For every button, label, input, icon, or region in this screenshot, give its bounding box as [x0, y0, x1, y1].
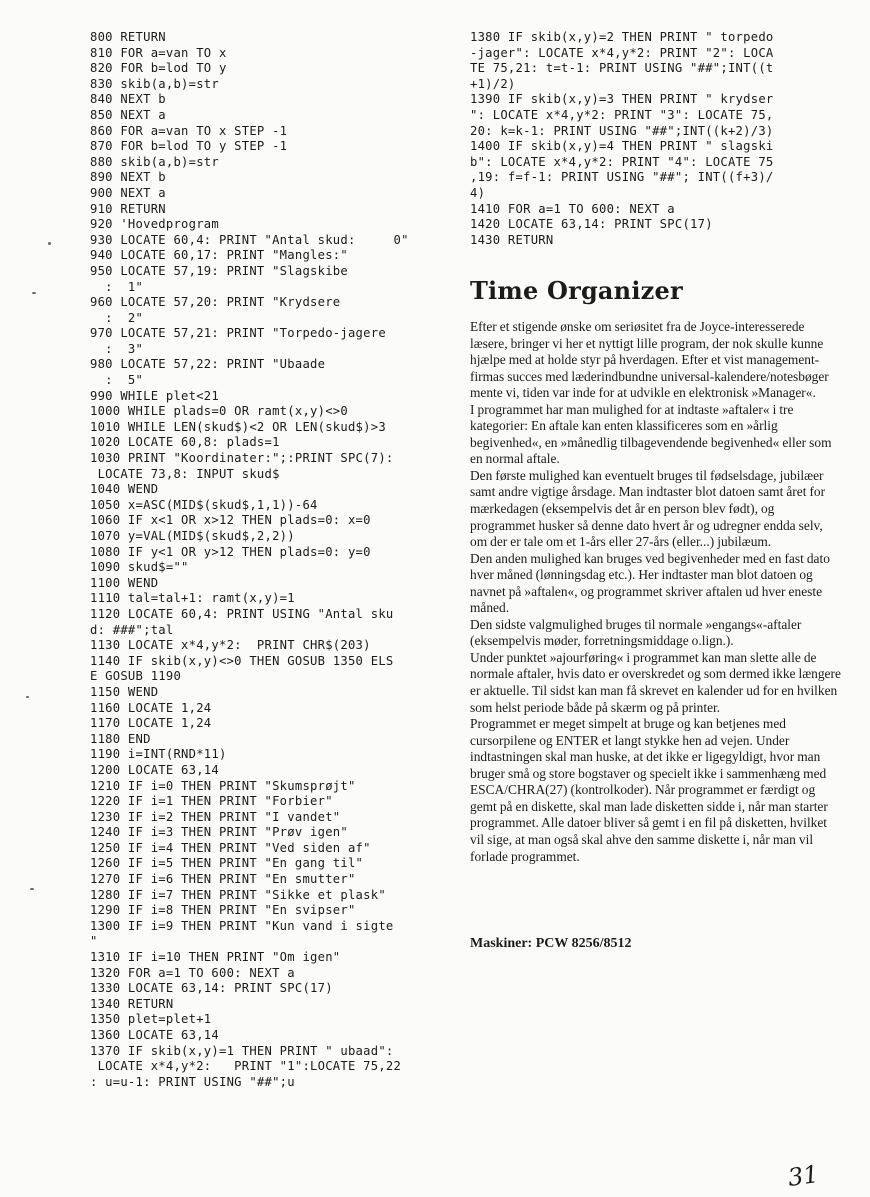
code-line: 1120 LOCATE 60,4: PRINT USING "Antal sku — [90, 606, 394, 621]
code-line: 1060 IF x<1 OR x>12 THEN plads=0: x=0 — [90, 513, 371, 528]
code-line: 970 LOCATE 57,21: PRINT "Torpedo-jagere — [90, 326, 386, 341]
code-line: 800 RETURN — [90, 30, 166, 44]
code-line: 1030 PRINT "Koordinater:";:PRINT SPC(7): — [90, 451, 394, 466]
code-line: 890 NEXT b — [90, 170, 166, 185]
code-line: 1330 LOCATE 63,14: PRINT SPC(17) — [90, 981, 333, 996]
code-line: 1130 LOCATE x*4,y*2: PRINT CHR$(203) — [90, 638, 371, 653]
page-number: 31 — [786, 1160, 821, 1192]
code-line: 960 LOCATE 57,20: PRINT "Krydsere — [90, 295, 341, 310]
code-line: 1390 IF skib(x,y)=3 THEN PRINT " krydser — [470, 92, 774, 107]
article-paragraph: I programmet har man mulighed for at indtaste »aftaler« i tre kategorier: En aftale kan enten klassificeres som en »årlig begivenhed«, en »månedlig tilbagevendende begivenhed« eller som en normal aftale. — [470, 401, 832, 467]
code-line: 1370 IF skib(x,y)=1 THEN PRINT " ubaad": — [90, 1043, 394, 1058]
code-line: 1380 IF skib(x,y)=2 THEN PRINT " torpedo — [470, 30, 774, 44]
article-paragraph: Den anden mulighed kan bruges ved begivenheder med en fast dato hver måned (lønningsdag etc.). Her indtaster man blot datoen og navnet på »aftalen«, og programmet skriver aftalen ud hver eneste måned. — [470, 550, 830, 616]
code-line: 870 FOR b=lod TO y STEP -1 — [90, 139, 288, 154]
article-paragraph: Den sidste valgmulighed bruges til normale »engangs«-aftaler (eksempelvis møder, forretningsmiddage o.lign.). — [470, 616, 802, 649]
code-line: 1220 IF i=1 THEN PRINT "Forbier" — [90, 794, 333, 809]
code-line: E GOSUB 1190 — [90, 669, 182, 684]
code-line: 1340 RETURN — [90, 996, 174, 1011]
code-line: 840 NEXT b — [90, 92, 166, 107]
code-line: 1040 WEND — [90, 482, 159, 497]
code-line: 1270 IF i=6 THEN PRINT "En smutter" — [90, 872, 356, 887]
code-line: 1080 IF y<1 OR y>12 THEN plads=0: y=0 — [90, 544, 371, 559]
code-line: 1070 y=VAL(MID$(skud$,2,2)) — [90, 529, 295, 543]
code-line: 990 WHILE plet<21 — [90, 388, 219, 403]
code-line: 810 FOR a=van TO x — [90, 45, 227, 60]
code-line: 1010 WHILE LEN(skud$)<2 OR LEN(skud$)>3 — [90, 419, 386, 434]
code-line: ": LOCATE x*4,y*2: PRINT "3": LOCATE 75, — [470, 107, 774, 122]
code-line: 1200 LOCATE 63,14 — [90, 762, 219, 777]
code-line: 1180 END — [90, 731, 151, 746]
scan-speck — [32, 292, 36, 294]
code-line: 1110 tal=tal+1: ramt(x,y)=1 — [90, 591, 295, 606]
code-line: 1170 LOCATE 1,24 — [90, 716, 212, 731]
code-line: 860 FOR a=van TO x STEP -1 — [90, 123, 288, 138]
code-line: 940 LOCATE 60,17: PRINT "Mangles:" — [90, 248, 348, 263]
code-line: ,19: f=f-1: PRINT USING "##"; INT((f+3)/ — [470, 170, 774, 185]
code-line: TE 75,21: t=t-1: PRINT USING "##";INT((t — [470, 61, 774, 76]
scan-speck — [48, 242, 51, 245]
code-line: 1020 LOCATE 60,8: plads=1 — [90, 435, 280, 450]
code-line: : 1" — [90, 279, 144, 294]
code-line: 4) — [470, 185, 486, 200]
code-line: " — [90, 934, 98, 949]
code-line: 1210 IF i=0 THEN PRINT "Skumsprøjt" — [90, 778, 356, 793]
code-line: 1310 IF i=10 THEN PRINT "Om igen" — [90, 950, 341, 965]
code-line: : u=u-1: PRINT USING "##";u — [90, 1074, 295, 1089]
code-line: 910 RETURN — [90, 201, 166, 216]
code-line: 1430 RETURN — [470, 232, 554, 247]
code-line: LOCATE x*4,y*2: PRINT "1":LOCATE 75,22 — [90, 1059, 402, 1074]
code-line: 1150 WEND — [90, 684, 159, 699]
code-line: 20: k=k-1: PRINT USING "##";INT((k+2)/3) — [470, 123, 774, 138]
scan-speck — [26, 696, 29, 698]
code-line: 820 FOR b=lod TO y — [90, 61, 227, 76]
code-line: 1140 IF skib(x,y)<>0 THEN GOSUB 1350 ELS — [90, 653, 394, 668]
code-line: LOCATE 73,8: INPUT skud$ — [90, 466, 280, 481]
code-line: 1250 IF i=4 THEN PRINT "Ved siden af" — [90, 840, 371, 855]
code-line: : 5" — [90, 373, 144, 388]
code-line: b": LOCATE x*4,y*2: PRINT "4": LOCATE 75 — [470, 154, 774, 169]
code-line: 920 'Hovedprogram — [90, 217, 219, 232]
code-line: 1190 i=INT(RND*11) — [90, 747, 227, 762]
code-line: 1000 WHILE plads=0 OR ramt(x,y)<>0 — [90, 404, 348, 419]
code-line: 1400 IF skib(x,y)=4 THEN PRINT " slagski — [470, 139, 774, 154]
scan-speck — [30, 888, 34, 890]
code-line: 980 LOCATE 57,22: PRINT "Ubaade — [90, 357, 326, 372]
code-line: 950 LOCATE 57,19: PRINT "Slagskibe — [90, 263, 348, 278]
code-line: d: ###";tal — [90, 622, 174, 637]
code-line: 1360 LOCATE 63,14 — [90, 1028, 219, 1042]
code-line: 1240 IF i=3 THEN PRINT "Prøv igen" — [90, 825, 348, 840]
article-body — [470, 319, 842, 865]
code-line: 830 skib(a,b)=str — [90, 76, 219, 91]
article-paragraph: Den første mulighed kan eventuelt bruges til fødselsdage, jubilæer samt andre vigtige årsdage. Man indtaster blot datoen samt året for mærkedagen (eksempelvis det år en person blev født), og programmet husker så denne dato hvert år og udregner endda selv, om der er tale om et 1-års eller 27-års (eller...) jubilæum. — [470, 467, 826, 550]
article-title: Time Organizer — [470, 276, 683, 305]
code-line: 1100 WEND — [90, 575, 159, 590]
code-line: 1320 FOR a=1 TO 600: NEXT a — [90, 965, 295, 980]
code-line: : 2" — [90, 310, 144, 325]
code-line: 1050 x=ASC(MID$(skud$,1,1))-64 — [90, 497, 318, 512]
code-line: 900 NEXT a — [90, 185, 166, 200]
code-line: 1260 IF i=5 THEN PRINT "En gang til" — [90, 856, 364, 871]
article-paragraph: Efter et stigende ønske om seriøsitet fra de Joyce-interesserede læsere, bringer vi her et nyttigt lille program, der nok skulle kunne hjælpe med at holde styr på hverdagen. Efter et vist management-firmas succes med læderindbundne universal-kalendere/notesbøger mente vi, tiden var inde for at udvikle en elektronisk »Manager«. — [470, 319, 829, 401]
basic-listing-right — [470, 30, 774, 248]
code-line: 850 NEXT a — [90, 107, 166, 122]
machines-note: Maskiner: PCW 8256/8512 — [470, 936, 632, 951]
code-line: : 3" — [90, 341, 144, 356]
code-line: 1300 IF i=9 THEN PRINT "Kun vand i sigte — [90, 918, 394, 933]
code-line: 1420 LOCATE 63,14: PRINT SPC(17) — [470, 217, 713, 232]
code-line: -jager": LOCATE x*4,y*2: PRINT "2": LOCA — [470, 45, 774, 60]
code-line: 1280 IF i=7 THEN PRINT "Sikke et plask" — [90, 887, 386, 902]
code-line: 1410 FOR a=1 TO 600: NEXT a — [470, 201, 675, 216]
code-line: 1290 IF i=8 THEN PRINT "En svipser" — [90, 903, 356, 918]
code-line: 930 LOCATE 60,4: PRINT "Antal skud: 0" — [90, 232, 409, 247]
code-line: 1160 LOCATE 1,24 — [90, 700, 212, 715]
code-line: 1090 skud$="" — [90, 560, 189, 575]
article-paragraph: Programmet er meget simpelt at bruge og kan betjenes med cursorpilene og ENTER et langt stykke hen ad vejen. Under indtastningen skal man huske, at det ikke er ligegyldigt, hvor man bruger små og store bogstaver og specielt ikke i sammenhæng med ESCA/CHRA(27) (kontrolkoder). Når programmet er færdigt og gemt på en diskette, skal man lade disketten sidde i, når man starter programmet. Alle datoer bliver så gemt i en fil på disketten, hvilket vil sige, at man også skal ahve den samme diskette i, når man vil forlade programmet. — [470, 716, 828, 864]
code-line: 1350 plet=plet+1 — [90, 1012, 212, 1027]
basic-listing-left — [90, 30, 409, 1090]
article-paragraph: Under punktet »ajourføring« i programmet kan man slette alle de normale aftaler, hvis dato er overskredet og som dermed ikke længere er aktuelle. Til sidst kan man få skrevet en kalender ud for en hvilken som helst periode både på skærm og på printer. — [470, 649, 841, 715]
code-line: 880 skib(a,b)=str — [90, 154, 219, 169]
code-line: 1230 IF i=2 THEN PRINT "I vandet" — [90, 809, 341, 824]
code-line: +1)/2) — [470, 76, 516, 91]
